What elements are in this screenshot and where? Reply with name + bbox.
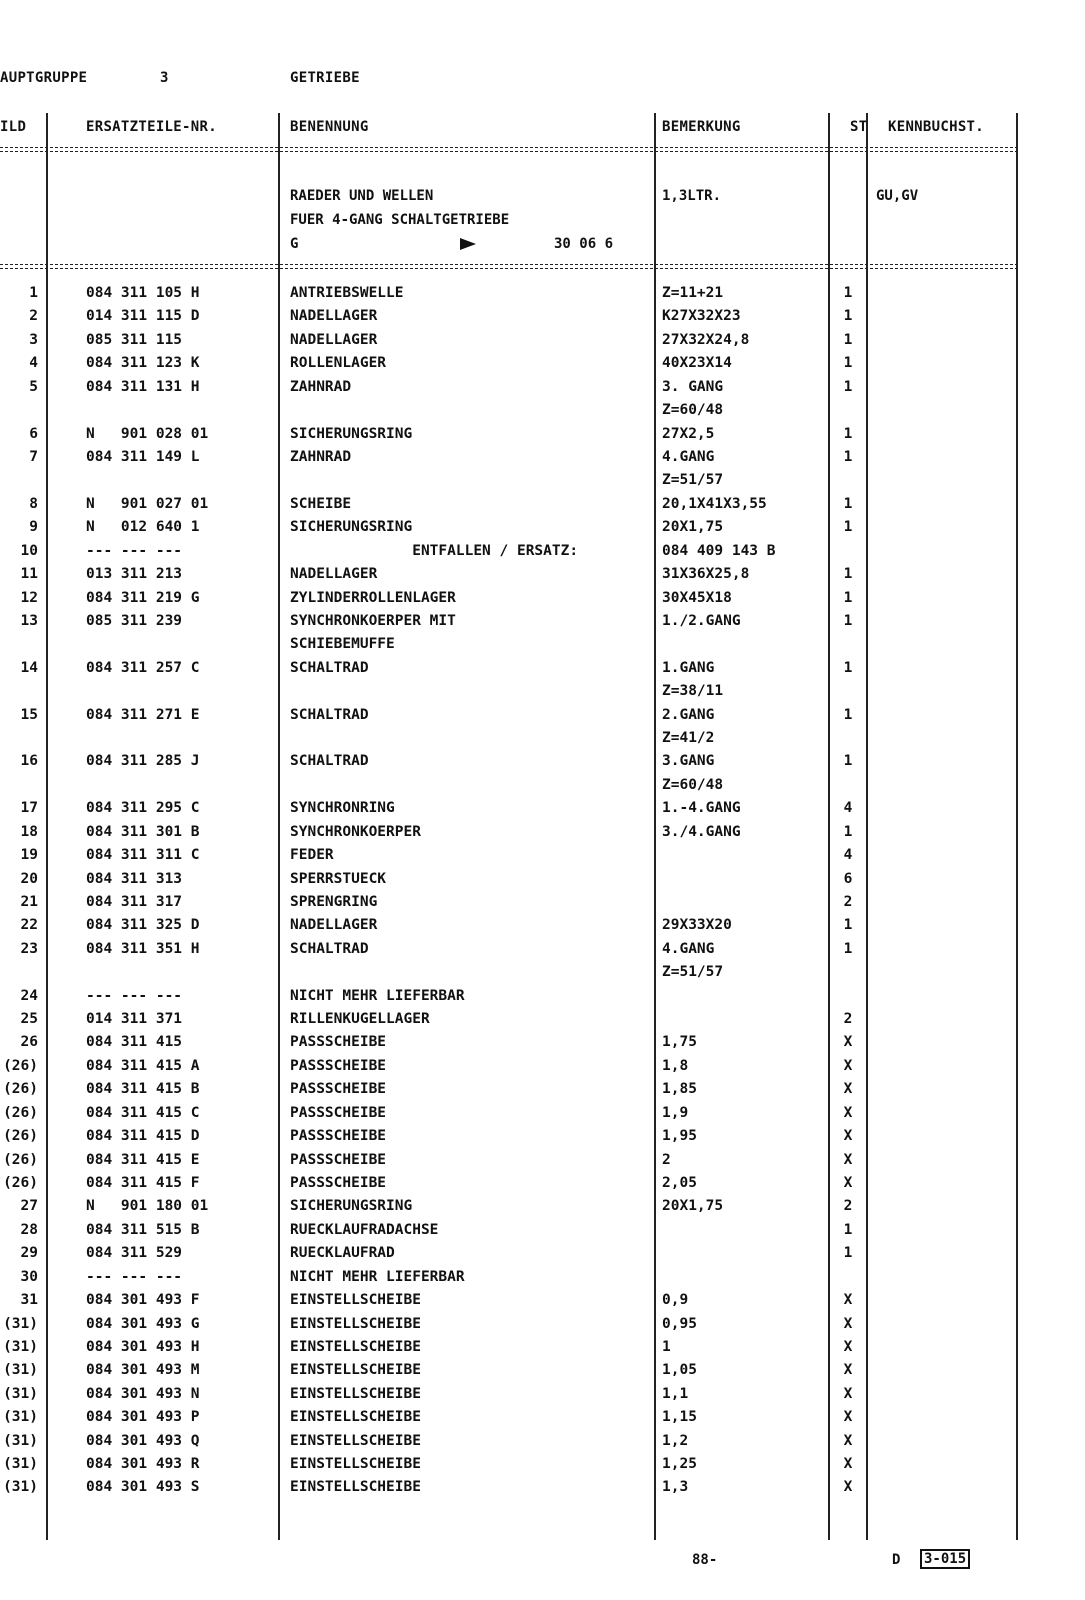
cell-bild: 20 (20, 870, 38, 887)
cell-st: X (843, 1034, 853, 1051)
cell-benennung: SPRENGRING (290, 893, 378, 910)
cell-bemerkung: K27X32X23 (662, 308, 741, 325)
intro-bemerkung: 1,3LTR. (662, 188, 722, 204)
cell-part-number: --- --- --- (86, 987, 183, 1004)
cell-part-number: 084 301 493 M (86, 1362, 200, 1379)
cell-benennung: NICHT MEHR LIEFERBAR (290, 987, 465, 1004)
table-row (0, 704, 1018, 727)
table-row (0, 868, 1018, 891)
col-ersatzteile-nr: ERSATZTEILE-NR. (86, 119, 217, 135)
cell-bemerkung: 4.GANG (662, 448, 715, 465)
cell-part-number: 014 311 371 (86, 1011, 183, 1027)
cell-bemerkung: 1,75 (662, 1034, 697, 1051)
cell-bemerkung: 1,9 (662, 1104, 689, 1121)
cell-bemerkung: 2.GANG (662, 706, 715, 723)
table-row (0, 821, 1018, 844)
cell-bild: 14 (20, 659, 38, 676)
cell-benennung: SCHIEBEMUFFE (290, 636, 395, 653)
cell-bemerkung: 27X32X24,8 (662, 331, 750, 348)
cell-part-number: 084 311 131 H (86, 378, 200, 395)
cell-part-number: 085 311 239 (86, 612, 183, 629)
table-row (0, 469, 1018, 492)
cell-bild: 17 (20, 800, 38, 817)
cell-bemerkung: Z=60/48 (662, 776, 724, 793)
cell-bemerkung: 0,9 (662, 1292, 689, 1309)
table-row (0, 540, 1018, 563)
cell-benennung: PASSSCHEIBE (290, 1057, 387, 1074)
cell-bemerkung: Z=60/48 (662, 402, 724, 419)
cell-bild: 22 (20, 917, 38, 934)
cell-st: 4 (843, 847, 853, 864)
table-row (0, 1219, 1018, 1242)
cell-part-number: 084 311 415 C (86, 1104, 200, 1121)
table-row (0, 610, 1018, 633)
cell-bild: 26 (20, 1034, 38, 1051)
cell-benennung: EINSTELLSCHEIBE (290, 1292, 421, 1309)
cell-bemerkung: 1,1 (662, 1385, 689, 1402)
cell-benennung: EINSTELLSCHEIBE (290, 1385, 421, 1402)
cell-benennung: EINSTELLSCHEIBE (290, 1432, 421, 1449)
table-row (0, 914, 1018, 937)
table-row (0, 399, 1018, 422)
table-row (0, 329, 1018, 352)
cell-benennung: PASSSCHEIBE (290, 1151, 387, 1168)
cell-bemerkung: 31X36X25,8 (662, 566, 750, 582)
cell-benennung: PASSSCHEIBE (290, 1175, 387, 1191)
cell-part-number: 084 301 493 N (86, 1385, 200, 1402)
cell-part-number: 084 311 271 E (86, 706, 200, 723)
intro-line-3-prefix: G (290, 236, 299, 252)
table-row (0, 1266, 1018, 1289)
cell-bild: 11 (20, 566, 38, 582)
cell-benennung: PASSSCHEIBE (290, 1034, 387, 1051)
cell-part-number: 084 311 285 J (86, 753, 200, 770)
table-row (0, 1430, 1018, 1453)
cell-benennung: EINSTELLSCHEIBE (290, 1456, 421, 1472)
cell-part-number: 084 311 313 (86, 870, 183, 887)
cell-benennung: EINSTELLSCHEIBE (290, 1315, 421, 1332)
cell-part-number: 084 301 493 G (86, 1315, 200, 1332)
table-row (0, 1406, 1018, 1429)
table-row (0, 305, 1018, 328)
cell-bemerkung: 1.-4.GANG (662, 800, 741, 817)
cell-bild: 16 (20, 753, 38, 770)
cell-part-number: 084 311 105 H (86, 285, 200, 301)
cell-benennung: SYNCHRONKOERPER (290, 823, 421, 840)
cell-bild: 4 (29, 355, 38, 372)
cell-benennung: EINSTELLSCHEIBE (290, 1362, 421, 1379)
cell-part-number: 084 311 415 B (86, 1081, 200, 1098)
table-row (0, 282, 1018, 305)
cell-st: X (843, 1292, 853, 1309)
cell-part-number: 084 301 493 H (86, 1338, 200, 1355)
cell-part-number: N 901 180 01 (86, 1198, 209, 1215)
group-name: GETRIEBE (290, 70, 360, 86)
table-row (0, 727, 1018, 750)
cell-st: 1 (843, 566, 853, 582)
table-row (0, 985, 1018, 1008)
cell-benennung: RUECKLAUFRAD (290, 1245, 395, 1262)
table-row (0, 1172, 1018, 1195)
cell-benennung: RUECKLAUFRADACHSE (290, 1221, 439, 1238)
cell-part-number: 084 311 415 (86, 1034, 183, 1051)
table-row (0, 446, 1018, 469)
cell-bemerkung: 1./2.GANG (662, 612, 741, 629)
cell-benennung: ZAHNRAD (290, 448, 352, 465)
cell-part-number: 085 311 115 (86, 331, 183, 348)
cell-benennung: SYNCHRONRING (290, 800, 395, 817)
cell-bild: 3 (29, 331, 38, 348)
table-row (0, 587, 1018, 610)
cell-part-number: 084 311 415 D (86, 1128, 200, 1145)
cell-benennung: ROLLENLAGER (290, 355, 387, 372)
cell-part-number: 084 311 219 G (86, 589, 200, 606)
cell-part-number: 084 311 515 B (86, 1221, 200, 1238)
cell-bemerkung: Z=38/11 (662, 683, 724, 700)
cell-bemerkung: 40X23X14 (662, 355, 732, 372)
cell-bemerkung: 3.GANG (662, 753, 715, 770)
table-row (0, 1149, 1018, 1172)
cell-bild: (26) (3, 1128, 38, 1145)
cell-bemerkung: 0,95 (662, 1315, 697, 1332)
cell-bemerkung: Z=51/57 (662, 472, 724, 489)
cell-benennung: NADELLAGER (290, 308, 378, 325)
cell-part-number: 084 301 493 F (86, 1292, 200, 1309)
cell-bemerkung: Z=11+21 (662, 285, 724, 301)
cell-st: 2 (843, 893, 853, 910)
cell-benennung: PASSSCHEIBE (290, 1128, 387, 1145)
cell-part-number: N 901 028 01 (86, 425, 209, 442)
cell-benennung: SICHERUNGSRING (290, 425, 413, 442)
cell-part-number: 084 311 295 C (86, 800, 200, 817)
cell-benennung: SCHEIBE (290, 495, 352, 512)
cell-part-number: 084 311 351 H (86, 940, 200, 957)
cell-st: X (843, 1104, 853, 1121)
cell-st: 4 (843, 800, 853, 817)
cell-st: X (843, 1057, 853, 1074)
cell-part-number: 084 311 149 L (86, 448, 200, 465)
cell-bild: (26) (3, 1057, 38, 1074)
table-row (0, 493, 1018, 516)
table-row (0, 423, 1018, 446)
table-row (0, 1078, 1018, 1101)
cell-st: 1 (843, 1245, 853, 1262)
table-row (0, 1102, 1018, 1125)
cell-part-number: 014 311 115 D (86, 308, 200, 325)
cell-st: X (843, 1385, 853, 1402)
cell-benennung: EINSTELLSCHEIBE (290, 1479, 421, 1496)
cell-st: X (843, 1479, 853, 1496)
table-row (0, 1383, 1018, 1406)
footer-code: 3-015 (920, 1549, 970, 1569)
cell-bild: 10 (20, 542, 38, 559)
cell-part-number: 013 311 213 (86, 566, 183, 582)
cell-bild: 6 (29, 425, 38, 442)
header-double-rule (0, 147, 1018, 152)
table-row (0, 844, 1018, 867)
cell-benennung: NICHT MEHR LIEFERBAR (290, 1268, 465, 1285)
cell-bild: (31) (3, 1338, 38, 1355)
cell-st: 1 (843, 519, 853, 536)
cell-bild: (31) (3, 1385, 38, 1402)
cell-bild: 25 (20, 1011, 38, 1027)
cell-benennung: ZAHNRAD (290, 378, 352, 395)
cell-benennung: SCHALTRAD (290, 940, 369, 957)
table-row (0, 774, 1018, 797)
cell-bild: 1 (29, 285, 38, 301)
cell-bild: 23 (20, 940, 38, 957)
cell-bemerkung: 2 (662, 1151, 671, 1168)
cell-benennung: SYNCHRONKOERPER MIT (290, 612, 456, 629)
col-st: ST (850, 119, 868, 135)
table-row (0, 1359, 1018, 1382)
cell-part-number: 084 311 301 B (86, 823, 200, 840)
group-label: AUPTGRUPPE (0, 70, 88, 86)
cell-st: 1 (843, 940, 853, 957)
cell-bild: (26) (3, 1081, 38, 1098)
intro-line-2: FUER 4-GANG SCHALTGETRIEBE (290, 212, 510, 228)
table-row (0, 1313, 1018, 1336)
table-row (0, 516, 1018, 539)
cell-st: 1 (843, 706, 853, 723)
cell-part-number: N 901 027 01 (86, 495, 209, 512)
cell-benennung: EINSTELLSCHEIBE (290, 1409, 421, 1426)
table-row (0, 1242, 1018, 1265)
cell-bild: 13 (20, 612, 38, 629)
cell-st: X (843, 1151, 853, 1168)
cell-bild: 21 (20, 893, 38, 910)
cell-bemerkung: 1 (662, 1338, 671, 1355)
cell-bemerkung: 30X45X18 (662, 589, 732, 606)
cell-bemerkung: 1,05 (662, 1362, 697, 1379)
cell-bemerkung: 1,2 (662, 1432, 689, 1449)
cell-bild: 28 (20, 1221, 38, 1238)
cell-bild: 15 (20, 706, 38, 723)
cell-bemerkung: 29X33X20 (662, 917, 732, 934)
table-row (0, 633, 1018, 656)
table-row (0, 891, 1018, 914)
cell-st: X (843, 1362, 853, 1379)
table-row (0, 1476, 1018, 1499)
intro-double-rule (0, 264, 1018, 269)
cell-st: 1 (843, 495, 853, 512)
cell-bild: (26) (3, 1104, 38, 1121)
cell-benennung: SCHALTRAD (290, 659, 369, 676)
cell-bemerkung: 20X1,75 (662, 1198, 724, 1215)
cell-st: 1 (843, 917, 853, 934)
cell-bemerkung: 084 409 143 B (662, 542, 776, 559)
cell-bemerkung: 20X1,75 (662, 519, 724, 536)
cell-benennung: SPERRSTUECK (290, 870, 387, 887)
cell-part-number: --- --- --- (86, 542, 183, 559)
cell-st: 1 (843, 823, 853, 840)
col-benennung: BENENNUNG (290, 119, 369, 135)
cell-st: 2 (843, 1011, 853, 1027)
cell-bild: 24 (20, 987, 38, 1004)
cell-part-number: 084 311 415 E (86, 1151, 200, 1168)
cell-part-number: 084 311 317 (86, 893, 183, 910)
cell-benennung: SICHERUNGSRING (290, 1198, 413, 1215)
cell-part-number: 084 301 493 P (86, 1409, 200, 1426)
cell-bild: 31 (20, 1292, 38, 1309)
table-row (0, 938, 1018, 961)
group-number: 3 (160, 70, 169, 86)
cell-bild: (31) (3, 1479, 38, 1496)
intro-line-1: RAEDER UND WELLEN (290, 188, 434, 204)
table-row (0, 1008, 1018, 1031)
cell-benennung: ENTFALLEN / ERSATZ: (290, 542, 579, 559)
cell-st: 1 (843, 448, 853, 465)
cell-part-number: 084 311 325 D (86, 917, 200, 934)
cell-benennung: NADELLAGER (290, 566, 378, 582)
cell-benennung: RILLENKUGELLAGER (290, 1011, 430, 1027)
cell-bild: 2 (29, 308, 38, 325)
cell-bemerkung: 27X2,5 (662, 425, 715, 442)
cell-bild: (31) (3, 1432, 38, 1449)
cell-bemerkung: 2,05 (662, 1175, 697, 1191)
intro-line-3-suffix: 30 06 6 (554, 236, 614, 252)
cell-bemerkung: 1,95 (662, 1128, 697, 1145)
cell-st: X (843, 1338, 853, 1355)
cell-st: 1 (843, 378, 853, 395)
cell-part-number: 084 311 415 F (86, 1175, 200, 1191)
cell-part-number: 084 311 311 C (86, 847, 200, 864)
cell-st: 1 (843, 331, 853, 348)
cell-benennung: SCHALTRAD (290, 753, 369, 770)
footer-prefix: D (892, 1552, 901, 1568)
cell-bild: 7 (29, 448, 38, 465)
table-row (0, 1055, 1018, 1078)
cell-st: 1 (843, 355, 853, 372)
cell-st: X (843, 1409, 853, 1426)
col-kennbuchst: KENNBUCHST. (888, 119, 985, 135)
cell-benennung: NADELLAGER (290, 331, 378, 348)
cell-benennung: PASSSCHEIBE (290, 1104, 387, 1121)
cell-bild: 27 (20, 1198, 38, 1215)
cell-benennung: ZYLINDERROLLENLAGER (290, 589, 456, 606)
cell-bild: 5 (29, 378, 38, 395)
cell-st: X (843, 1081, 853, 1098)
cell-part-number: 084 301 493 Q (86, 1432, 200, 1449)
table-row (0, 750, 1018, 773)
cell-benennung: PASSSCHEIBE (290, 1081, 387, 1098)
cell-st: 1 (843, 1221, 853, 1238)
table-row (0, 1336, 1018, 1359)
cell-st: 1 (843, 659, 853, 676)
cell-part-number: 084 311 415 A (86, 1057, 200, 1074)
cell-st: 6 (843, 870, 853, 887)
cell-bemerkung: 1.GANG (662, 659, 715, 676)
cell-bemerkung: Z=41/2 (662, 730, 715, 746)
page-number: 88- (692, 1552, 718, 1568)
cell-part-number: --- --- --- (86, 1268, 183, 1285)
table-row (0, 680, 1018, 703)
table-row (0, 797, 1018, 820)
cell-bemerkung: 20,1X41X3,55 (662, 495, 767, 512)
cell-bemerkung: 3./4.GANG (662, 823, 741, 840)
cell-bild: 8 (29, 495, 38, 512)
cell-st: 1 (843, 753, 853, 770)
table-row (0, 657, 1018, 680)
cell-bild: (31) (3, 1456, 38, 1472)
cell-benennung: ANTRIEBSWELLE (290, 285, 404, 301)
cell-part-number: 084 311 529 (86, 1245, 183, 1262)
col-bild: ILD (0, 119, 27, 135)
cell-benennung: SICHERUNGSRING (290, 519, 413, 536)
cell-bemerkung: 1,85 (662, 1081, 697, 1098)
cell-bild: 30 (20, 1268, 38, 1285)
cell-bemerkung: 1,25 (662, 1456, 697, 1472)
cell-st: 1 (843, 425, 853, 442)
cell-bemerkung: 1,15 (662, 1409, 697, 1426)
table-row (0, 961, 1018, 984)
cell-bild: (26) (3, 1175, 38, 1191)
table-row (0, 1125, 1018, 1148)
table-row (0, 1031, 1018, 1054)
cell-part-number: 084 301 493 R (86, 1456, 200, 1472)
cell-benennung: EINSTELLSCHEIBE (290, 1338, 421, 1355)
cell-bemerkung: Z=51/57 (662, 964, 724, 981)
cell-st: 2 (843, 1198, 853, 1215)
cell-bemerkung: 3. GANG (662, 378, 724, 395)
cell-st: X (843, 1432, 853, 1449)
cell-part-number: 084 311 257 C (86, 659, 200, 676)
cell-bemerkung: 4.GANG (662, 940, 715, 957)
cell-st: X (843, 1456, 853, 1472)
cell-st: X (843, 1315, 853, 1332)
cell-benennung: NADELLAGER (290, 917, 378, 934)
cell-st: 1 (843, 308, 853, 325)
cell-bild: (31) (3, 1409, 38, 1426)
cell-bild: (31) (3, 1362, 38, 1379)
table-row (0, 563, 1018, 586)
cell-bemerkung: 1,8 (662, 1057, 689, 1074)
cell-benennung: FEDER (290, 847, 334, 864)
cell-bild: 18 (20, 823, 38, 840)
cell-bild: (26) (3, 1151, 38, 1168)
table-row (0, 352, 1018, 375)
cell-part-number: 084 311 123 K (86, 355, 200, 372)
cell-st: 1 (843, 612, 853, 629)
cell-part-number: N 012 640 1 (86, 519, 200, 536)
table-row (0, 1195, 1018, 1218)
cell-bild: 9 (29, 519, 38, 536)
table-row (0, 1289, 1018, 1312)
cell-st: 1 (843, 285, 853, 301)
arrow-right-icon (460, 238, 476, 250)
cell-bild: 19 (20, 847, 38, 864)
cell-bild: 12 (20, 589, 38, 606)
col-bemerkung: BEMERKUNG (662, 119, 741, 135)
cell-st: X (843, 1128, 853, 1145)
intro-kennbuchst: GU,GV (876, 188, 919, 204)
cell-part-number: 084 301 493 S (86, 1479, 200, 1496)
cell-st: 1 (843, 589, 853, 606)
table-row (0, 376, 1018, 399)
cell-bild: 29 (20, 1245, 38, 1262)
cell-benennung: SCHALTRAD (290, 706, 369, 723)
cell-st: X (843, 1175, 853, 1191)
cell-bild: (31) (3, 1315, 38, 1332)
table-row (0, 1453, 1018, 1476)
cell-bemerkung: 1,3 (662, 1479, 689, 1496)
